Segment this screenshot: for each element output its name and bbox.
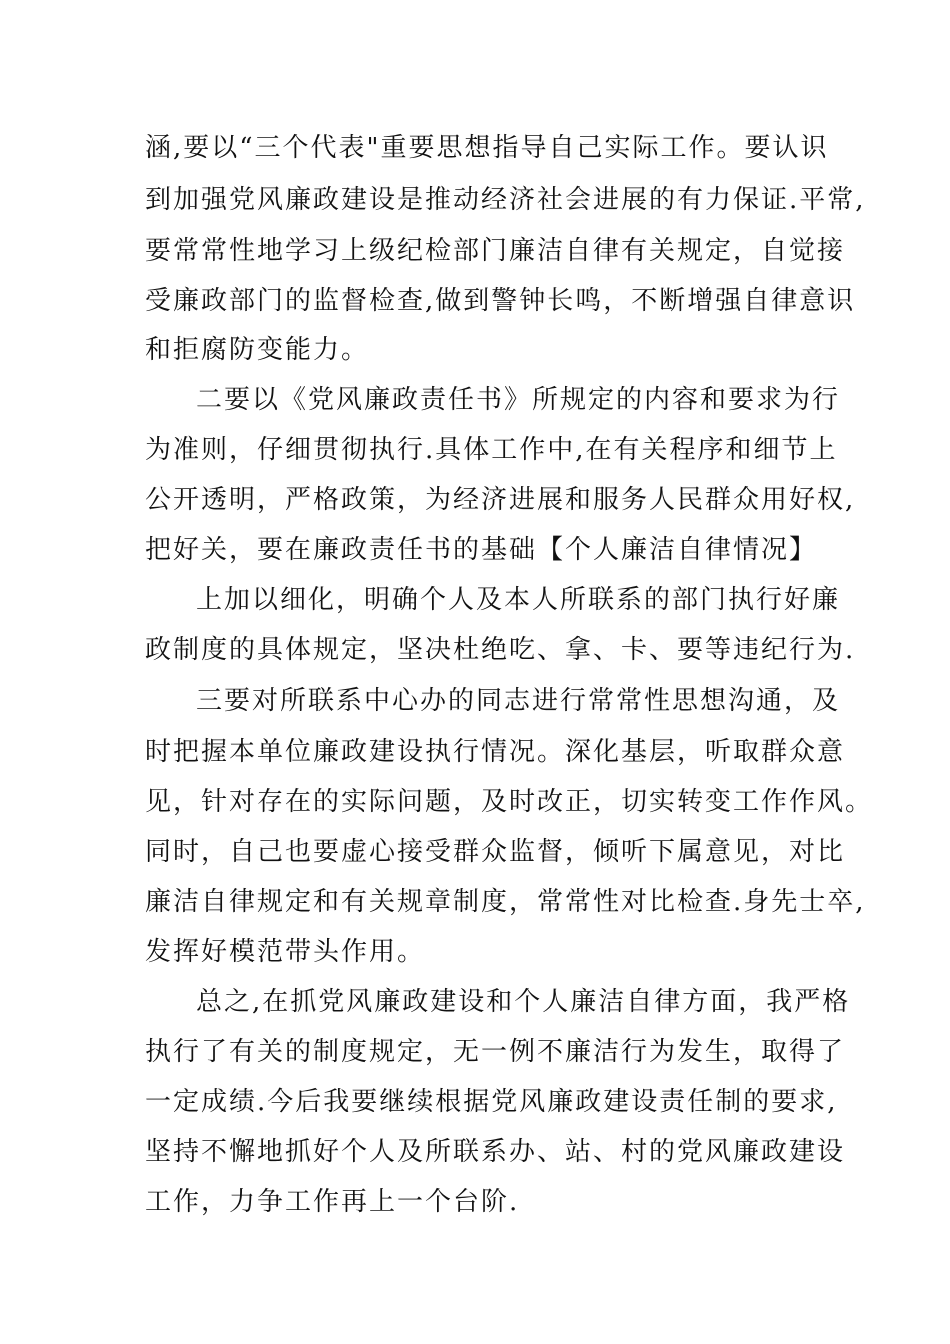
- text-line: 政制度的具体规定，坚决杜绝吃、拿、卡、要等违纪行为.: [145, 635, 856, 665]
- text-line: 和拒腐防变能力。: [145, 335, 370, 365]
- text-line: 要常常性地学习上级纪检部门廉洁自律有关规定，自觉接: [145, 236, 846, 266]
- text-line: 涵,要以“三个代表"重要思想指导自己实际工作。要认识: [145, 133, 829, 163]
- text-line: 工作，力争工作再上一个台阶.: [145, 1187, 520, 1217]
- text-line: 一定成绩.今后我要继续根据党风廉政建设责任制的要求,: [145, 1087, 838, 1117]
- text-line: 发挥好模范带头作用。: [145, 937, 426, 967]
- text-line: 时把握本单位廉政建设执行情况。深化基层，听取群众意: [145, 737, 846, 767]
- text-line: 为准则，仔细贯彻执行.具体工作中,在有关程序和细节上: [145, 435, 838, 465]
- text-line: 廉洁自律规定和有关规章制度，常常性对比检查.身先士卒,: [145, 887, 866, 917]
- text-line: 见，针对存在的实际问题，及时改正，切实转变工作作风。: [145, 787, 874, 817]
- text-line: 把好关，要在廉政责任书的基础【个人廉洁自律情况】: [145, 535, 818, 565]
- text-line: 坚持不懈地抓好个人及所联系办、站、村的党风廉政建设: [145, 1137, 846, 1167]
- text-line: 执行了有关的制度规定，无一例不廉洁行为发生，取得了: [145, 1037, 846, 1067]
- paragraph-first-line: 三要对所联系中心办的同志进行常常性思想沟通，及: [196, 686, 841, 716]
- text-line: 同时，自己也要虚心接受群众监督，倾听下属意见，对比: [145, 837, 846, 867]
- text-line: 公开透明，严格政策，为经济进展和服务人民群众用好权,: [145, 485, 856, 515]
- text-line: 受廉政部门的监督检查,做到警钟长鸣，不断增强自律意识: [145, 286, 856, 316]
- paragraph-first-line: 上加以细化，明确个人及本人所联系的部门执行好廉: [196, 585, 841, 615]
- paragraph-first-line: 二要以《党风廉政责任书》所规定的内容和要求为行: [196, 385, 841, 415]
- paragraph-first-line: 总之,在抓党风廉政建设和个人廉洁自律方面，我严格: [196, 987, 851, 1017]
- text-line: 到加强党风廉政建设是推动经济社会进展的有力保证.平常,: [145, 185, 866, 215]
